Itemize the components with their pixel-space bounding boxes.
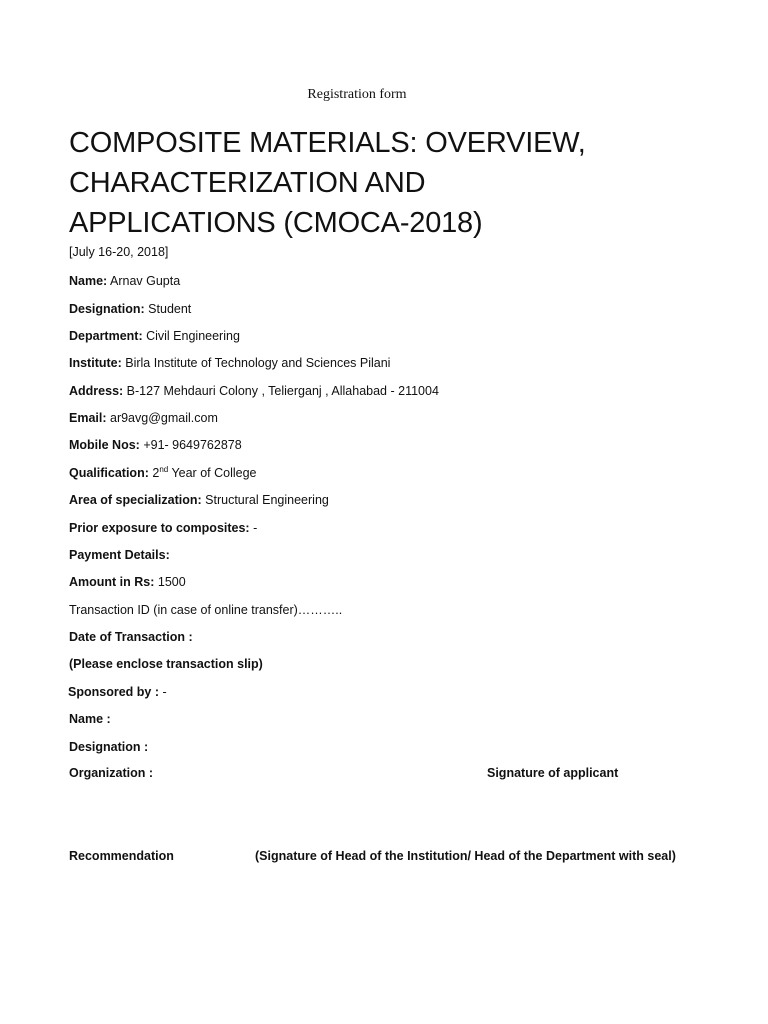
prior-exposure-field [69,520,257,536]
department-field [69,328,240,344]
payment-details-label: Payment Details: [69,548,170,562]
prior-exposure-value: - [249,521,258,535]
email-field [69,410,218,426]
form-caption: Registration form [307,87,407,102]
enclose-slip-note [69,656,263,672]
amount-label: Amount in Rs: [69,575,155,589]
email-value: ar9avg@gmail.com [106,411,218,425]
event-title-line-3: APPLICATIONS (CMOCA-2018) [69,207,483,239]
event-title [69,123,709,243]
transaction-date-label: Date of Transaction : [69,630,193,644]
email-label: Email: [69,411,107,425]
designation-field [69,301,191,317]
institute-label: Institute: [69,356,122,370]
address-value: B-127 Mehdauri Colony , Telierganj , Allahabad - 211004 [123,384,439,398]
organization-field [69,765,153,781]
department-value: Civil Engineering [142,329,240,343]
specialization-label: Area of specialization: [69,493,202,507]
designation-value: Student [144,302,192,316]
specialization-field [69,492,329,508]
qualification-value-rest: Year of College [168,466,257,480]
qualification-ordinal-suffix: nd [159,465,169,474]
event-title-line-2: CHARACTERIZATION AND [69,167,426,199]
department-label: Department: [69,329,143,343]
mobile-field [69,437,242,453]
sponsored-by-label: Sponsored by : [68,685,159,699]
institute-field [69,355,390,371]
recommendation-label: Recommendation [69,849,174,863]
transaction-id-label: Transaction ID (in case of online transfer)……….. [69,603,343,617]
institute-value: Birla Institute of Technology and Sciences Pilani [121,356,391,370]
transaction-id-field [69,602,342,618]
sponsor-designation-label: Designation : [69,740,149,754]
sponsor-designation-field [69,739,148,755]
applicant-signature-label: Signature of applicant [487,766,619,780]
sponsor-name-field [69,711,111,727]
payment-details-heading [69,547,170,563]
name-label: Name: [69,274,108,288]
event-dates: [July 16-20, 2018] [69,245,169,259]
qualification-label: Qualification: [69,466,149,480]
enclose-slip-label: (Please enclose transaction slip) [69,657,263,671]
organization-label: Organization : [69,766,154,780]
sponsor-name-label: Name : [69,712,111,726]
amount-field [69,574,186,590]
qualification-value-number: 2 [148,466,160,480]
designation-label: Designation: [69,302,145,316]
name-field [69,273,180,289]
sponsored-by-value: - [158,685,167,699]
address-label: Address: [69,384,124,398]
name-value: Arnav Gupta [107,274,181,288]
mobile-value: +91- 9649762878 [139,438,242,452]
prior-exposure-label: Prior exposure to composites: [69,521,250,535]
sponsored-by-field [68,684,167,700]
qualification-field [69,465,256,481]
mobile-label: Mobile Nos: [69,438,140,452]
amount-value: 1500 [154,575,186,589]
event-title-line-1: COMPOSITE MATERIALS: OVERVIEW, [69,127,586,159]
specialization-value: Structural Engineering [201,493,329,507]
head-signature-label: (Signature of Head of the Institution/ Head of the Department with seal) [255,849,676,863]
address-field [69,383,439,399]
transaction-date-field [69,629,193,645]
